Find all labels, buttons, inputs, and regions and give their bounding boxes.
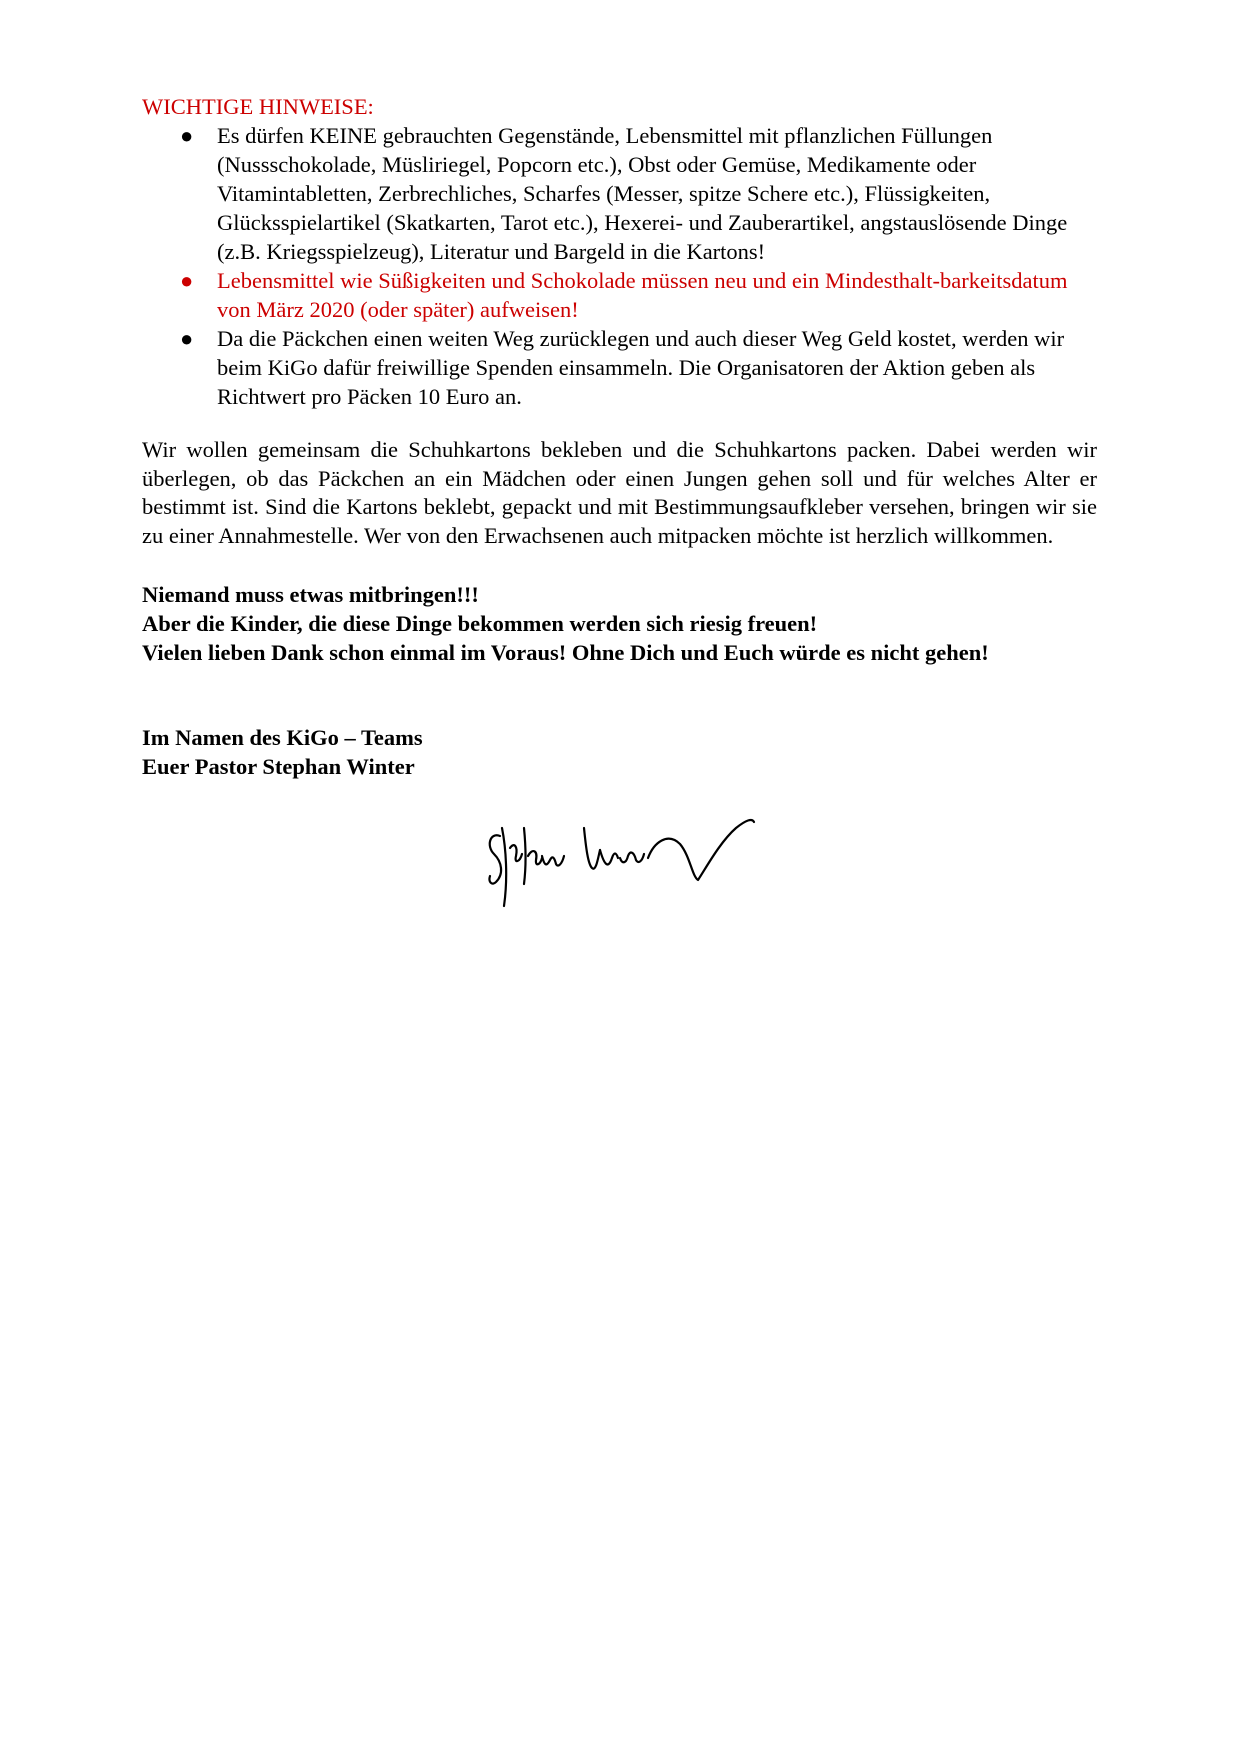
notice-item-highlighted (142, 266, 1097, 324)
notices-heading: WICHTIGE HINWEISE: (142, 94, 374, 119)
closing-sender: Euer Pastor Stephan Winter (142, 754, 415, 779)
body-paragraph: Wir wollen gemeinsam die Schuhkartons bekleben und die Schuhkartons packen. Dabei werden wir überlegen, ob das Päckchen an ein Mädchen oder einen Jungen gehen soll und für welches Alter er bestimmt ist. Sind die Kartons beklebt, gepackt und mit Bestimmungsaufkleber versehen, bringen wir sie zu einer Annahmestelle. Wer von den Erwachsenen auch mitpacken möchte ist herzlich willkommen. (142, 437, 1097, 548)
notice-text: Es dürfen KEINE gebrauchten Gegenstände, Lebensmittel mit pflanzlichen Füllungen (Nussschokolade, Müsliriegel, Popcorn etc.), Obst oder Gemüse, Medikamente oder Vitamintabletten, Zerbrechliches, Scharfes (Messer, spitze Schere etc.), Flüssigkeiten, Glücksspielartikel (Skatkarten, Tarot etc.), Hexerei- und Zauberartikel, angstauslösende Dinge (z.B. Kriegsspielzeug), Literatur und Bargeld in die Kartons! (217, 123, 1068, 264)
notice-text: Da die Päckchen einen weiten Weg zurücklegen und auch dieser Weg Geld kostet, werden wir beim KiGo dafür freiwillige Spenden einsammeln. Die Organisatoren der Aktion geben als Richtwert pro Päcken 10 Euro an. (217, 326, 1065, 409)
emphasis-block (142, 580, 1097, 667)
emphasis-line: Aber die Kinder, die diese Dinge bekommen werden sich riesig freuen! (142, 611, 818, 636)
emphasis-line: Vielen lieben Dank schon einmal im Voraus! Ohne Dich und Euch würde es nicht gehen! (142, 640, 989, 665)
bullet-icon: ● (180, 326, 194, 351)
notice-text: Lebensmittel wie Süßigkeiten und Schokolade müssen neu und ein Mindesthalt-barkeitsdatum von März 2020 (oder später) aufweisen! (217, 268, 1068, 322)
closing-team: Im Namen des KiGo – Teams (142, 725, 423, 750)
document-content (142, 92, 1097, 781)
bullet-icon: ● (180, 268, 194, 293)
notice-item (142, 121, 1097, 266)
notice-item (142, 324, 1097, 411)
closing-block (142, 723, 1097, 781)
signature-icon (480, 798, 820, 908)
bullet-icon: ● (180, 123, 194, 148)
notices-list (142, 121, 1097, 411)
emphasis-line: Niemand muss etwas mitbringen!!! (142, 582, 479, 607)
